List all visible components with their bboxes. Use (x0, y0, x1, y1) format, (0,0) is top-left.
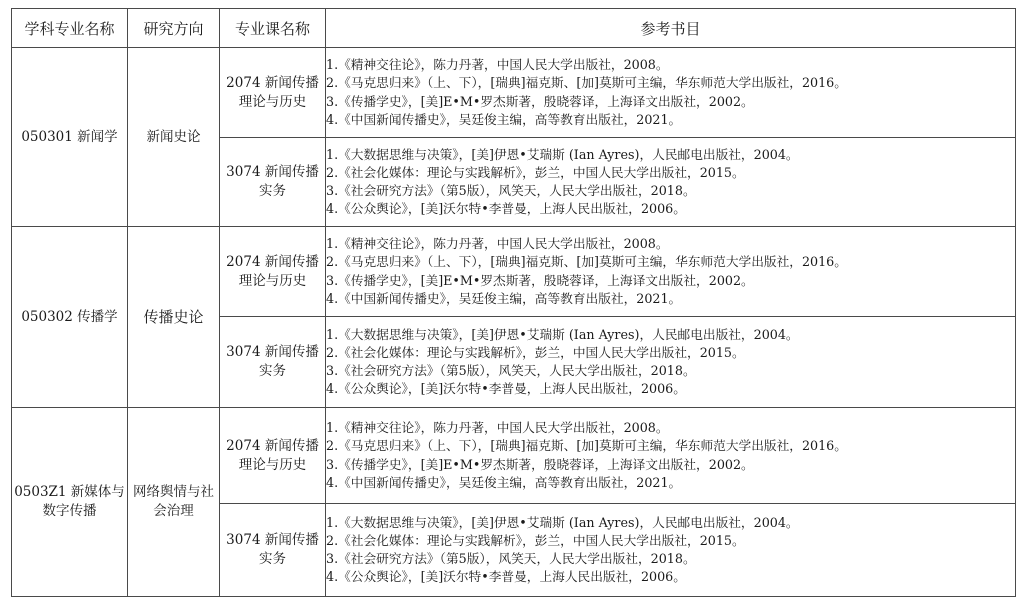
book-entry: 3.《传播学史》，[美]E•M•罗杰斯著，殷晓蓉译，上海译文出版社，2002。 (326, 272, 754, 288)
major-name: 050301 新闻学 (21, 128, 118, 145)
book-entry: 1.《大数据思维与决策》，[美]伊恩•艾瑞斯 (Ian Ayres)，人民邮电出版社，2004。 (326, 514, 799, 530)
header-row (12, 9, 1016, 48)
book-entry: 3.《社会研究方法》（第5版），风笑天，人民大学出版社，2018。 (326, 363, 696, 378)
major-name: 数字传播 (42, 503, 97, 519)
book-entry: 4.《中国新闻传播史》，吴廷俊主编，高等教育出版社，2021。 (326, 290, 682, 306)
course-name-line: 3074 新闻传播 (226, 532, 319, 548)
direction-name: 新闻史论 (146, 128, 201, 145)
header-books: 参考书目 (326, 9, 1016, 48)
course-cell (220, 227, 326, 317)
direction-cell (128, 227, 220, 408)
course-cell (220, 408, 326, 504)
book-entry: 2.《马克思归来》（上、下），[瑞典]福克斯、[加]莫斯可主编，华东师范大学出版社，2016。 (326, 75, 847, 91)
book-entry: 1.《精神交往论》，陈力丹著，中国人民大学出版社，2008。 (326, 420, 669, 436)
major-name: 0503Z1 新媒体与 (14, 484, 125, 500)
book-entry: 2.《社会化媒体：理论与实践解析》，彭兰，中国人民大学出版社，2015。 (326, 532, 745, 548)
course-name-line: 2074 新闻传播 (226, 437, 319, 454)
major-cell (12, 227, 128, 408)
book-entry: 4.《公众舆论》，[美]沃尔特•李普曼，上海人民出版社，2006。 (326, 569, 686, 585)
book-entry: 3.《社会研究方法》（第5版），风笑天，人民大学出版社，2018。 (326, 183, 696, 198)
book-entry: 4.《中国新闻传播史》，吴廷俊主编，高等教育出版社，2021。 (326, 111, 682, 127)
major-cell (12, 48, 128, 227)
course-name-line: 2074 新闻传播 (226, 74, 319, 91)
book-entry: 2.《社会化媒体：理论与实践解析》，彭兰，中国人民大学出版社，2015。 (326, 344, 745, 360)
table-row (12, 227, 1016, 317)
book-entry: 2.《马克思归来》（上、下），[瑞典]福克斯、[加]莫斯可主编，华东师范大学出版社，2016。 (326, 438, 847, 454)
books-cell (326, 408, 1016, 504)
direction-name: 会治理 (153, 503, 194, 519)
course-name-line: 实务 (259, 183, 286, 199)
major-name: 050302 传播学 (21, 308, 118, 325)
book-entry: 4.《公众舆论》，[美]沃尔特•李普曼，上海人民出版社，2006。 (326, 381, 686, 397)
course-name-line: 2074 新闻传播 (226, 253, 319, 270)
course-name-line: 理论与历史 (238, 456, 307, 473)
books-cell (326, 48, 1016, 138)
book-entry: 1.《精神交往论》，陈力丹著，中国人民大学出版社，2008。 (326, 57, 669, 73)
course-cell (220, 48, 326, 138)
direction-name: 传播史论 (143, 307, 204, 326)
course-name-line: 理论与历史 (238, 272, 307, 289)
course-cell (220, 504, 326, 597)
book-entry: 2.《马克思归来》（上、下），[瑞典]福克斯、[加]莫斯可主编，华东师范大学出版社，2016。 (326, 254, 847, 270)
course-name-line: 实务 (259, 363, 286, 379)
book-entry: 1.《大数据思维与决策》，[美]伊恩•艾瑞斯 (Ian Ayres)，人民邮电出版社，2004。 (326, 146, 799, 162)
book-entry: 1.《大数据思维与决策》，[美]伊恩•艾瑞斯 (Ian Ayres)，人民邮电出版社，2004。 (326, 326, 799, 342)
reference-books-table (11, 8, 1016, 597)
course-name-line: 3074 新闻传播 (226, 164, 319, 180)
book-entry: 1.《精神交往论》，陈力丹著，中国人民大学出版社，2008。 (326, 236, 669, 252)
course-cell (220, 138, 326, 227)
book-entry: 3.《传播学史》，[美]E•M•罗杰斯著，殷晓蓉译，上海译文出版社，2002。 (326, 456, 754, 472)
major-cell (12, 408, 128, 597)
books-cell (326, 504, 1016, 597)
direction-name: 网络舆情与社 (133, 484, 214, 500)
table-row (12, 48, 1016, 138)
table-row (12, 408, 1016, 504)
books-cell (326, 317, 1016, 408)
book-entry: 3.《社会研究方法》（第5版），风笑天，人民大学出版社，2018。 (326, 551, 696, 566)
course-name-line: 理论与历史 (238, 93, 307, 110)
course-name-line: 实务 (259, 551, 286, 567)
course-name-line: 3074 新闻传播 (226, 344, 319, 360)
course-cell (220, 317, 326, 408)
header-course: 专业课名称 (220, 9, 326, 48)
book-entry: 4.《中国新闻传播史》，吴廷俊主编，高等教育出版社，2021。 (326, 474, 682, 490)
direction-cell (128, 48, 220, 227)
direction-cell (128, 408, 220, 597)
header-direction: 研究方向 (128, 9, 220, 48)
books-cell (326, 227, 1016, 317)
books-cell (326, 138, 1016, 227)
book-entry: 3.《传播学史》，[美]E•M•罗杰斯著，殷晓蓉译，上海译文出版社，2002。 (326, 93, 754, 109)
header-major: 学科专业名称 (12, 9, 128, 48)
book-entry: 2.《社会化媒体：理论与实践解析》，彭兰，中国人民大学出版社，2015。 (326, 164, 745, 180)
book-entry: 4.《公众舆论》，[美]沃尔特•李普曼，上海人民出版社，2006。 (326, 201, 686, 217)
